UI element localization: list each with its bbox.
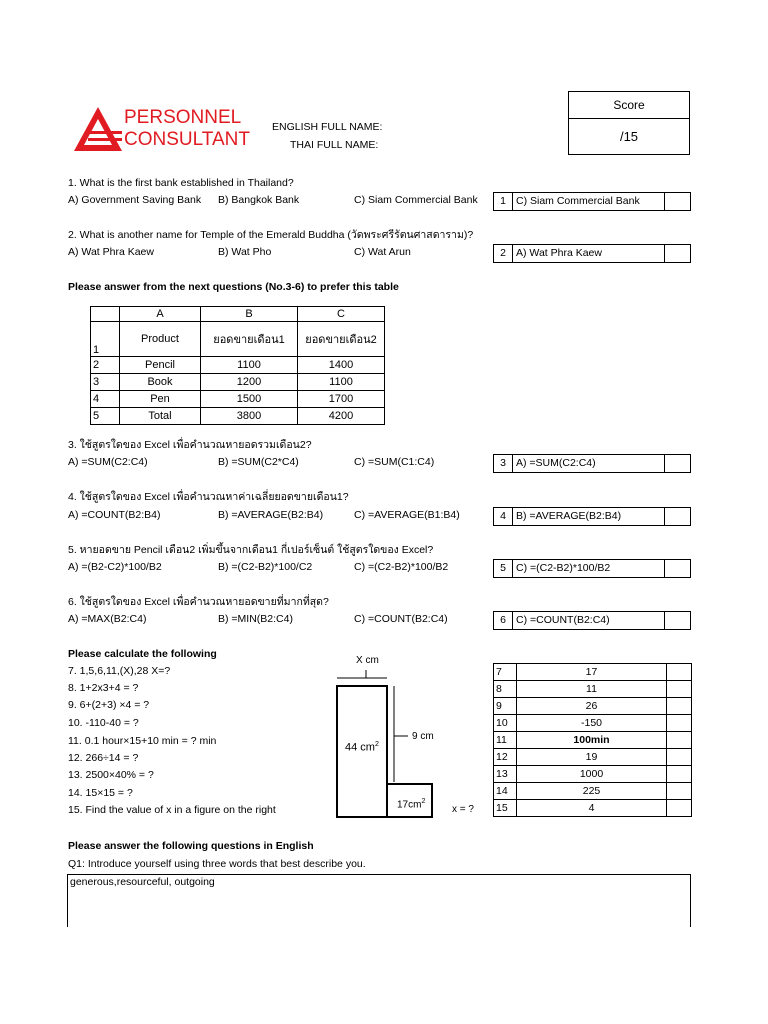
english-answer-box[interactable] bbox=[67, 874, 691, 927]
excel-cell: Total bbox=[120, 408, 201, 425]
excel-cell: 1400 bbox=[298, 357, 385, 374]
excel-cell: 1200 bbox=[201, 374, 298, 391]
q5-answer-box[interactable] bbox=[493, 559, 691, 578]
calc-answer-number: 9 bbox=[494, 698, 517, 715]
q6-mark-cell[interactable] bbox=[664, 612, 691, 629]
table-row bbox=[494, 698, 692, 715]
q6-option-b: B) =MIN(B2:C4) bbox=[218, 613, 293, 625]
q1-answer-value: C) Siam Commercial Bank bbox=[516, 195, 640, 207]
table-row bbox=[494, 783, 692, 800]
calc-answer-value: 26 bbox=[517, 698, 667, 715]
excel-cell: 1100 bbox=[201, 357, 298, 374]
excel-cell: Book bbox=[120, 374, 201, 391]
table-row bbox=[494, 715, 692, 732]
q3-answer-box[interactable] bbox=[493, 454, 691, 473]
figure-small-area bbox=[397, 795, 425, 811]
figure-big-area-sup: 2 bbox=[374, 741, 379, 748]
calc-question: 11. 0.1 hour×15+10 min = ? min bbox=[68, 735, 217, 747]
calc-question: 8. 1+2x3+4 = ? bbox=[68, 682, 139, 694]
calc-answer-value: 11 bbox=[517, 681, 667, 698]
calc-mark-cell[interactable] bbox=[667, 800, 692, 817]
q2-question: 2. What is another name for Temple of the Emerald Buddha (วัดพระศรีรัตนศาสดาราม)? bbox=[68, 229, 474, 241]
q4-option-c: C) =AVERAGE(B1:B4) bbox=[354, 509, 460, 521]
q4-option-a: A) =COUNT(B2:B4) bbox=[68, 509, 161, 521]
logo-text-line1: PERSONNEL bbox=[124, 107, 242, 128]
q2-answer-value: A) Wat Phra Kaew bbox=[516, 247, 602, 259]
calc-question: 9. 6+(2+3) ×4 = ? bbox=[68, 699, 150, 711]
q4-answer-box[interactable] bbox=[493, 507, 691, 526]
excel-row-number: 4 bbox=[91, 391, 120, 408]
figure-small-area-sup: 2 bbox=[421, 798, 426, 805]
calc-answer-value: 225 bbox=[517, 783, 667, 800]
calc-mark-cell[interactable] bbox=[667, 698, 692, 715]
calc-question: 12. 266÷14 = ? bbox=[68, 752, 139, 764]
calc-question: 7. 1,5,6,11,(X),28 X=? bbox=[68, 665, 171, 677]
table-row bbox=[494, 766, 692, 783]
calc-mark-cell[interactable] bbox=[667, 766, 692, 783]
calc-answer-value: 17 bbox=[517, 664, 667, 681]
excel-col-header: C bbox=[298, 307, 385, 322]
figure-x-label: x = ? bbox=[452, 804, 474, 815]
q6-answer-box[interactable] bbox=[493, 611, 691, 630]
calc-mark-cell[interactable] bbox=[667, 681, 692, 698]
calc-answer-value: 4 bbox=[517, 800, 667, 817]
excel-col-header bbox=[91, 307, 120, 322]
table-row bbox=[494, 681, 692, 698]
q3-answer-value: A) =SUM(C2:C4) bbox=[516, 457, 596, 469]
q2-option-b: B) Wat Pho bbox=[218, 246, 272, 258]
q5-answer-value: C) =(C2-B2)*100/B2 bbox=[516, 562, 611, 574]
q5-option-b: B) =(C2-B2)*100/C2 bbox=[218, 561, 313, 573]
q5-option-c: C) =(C2-B2)*100/B2 bbox=[354, 561, 449, 573]
excel-cell: Product bbox=[120, 322, 201, 357]
calc-answer-number: 7 bbox=[494, 664, 517, 681]
q4-question: 4. ใช้สูตรใดของ Excel เพื่อคำนวณหาค่าเฉลี่ยยอดขายเดือน1? bbox=[68, 491, 349, 503]
figure-big-area-value: 44 cm bbox=[345, 741, 375, 754]
q2-option-a: A) Wat Phra Kaew bbox=[68, 246, 154, 258]
calc-question: 15. Find the value of x in a figure on the right bbox=[68, 804, 276, 816]
excel-cell: Pen bbox=[120, 391, 201, 408]
calc-heading: Please calculate the following bbox=[68, 648, 217, 660]
q6-option-a: A) =MAX(B2:C4) bbox=[68, 613, 147, 625]
q2-answer-number: 2 bbox=[494, 245, 513, 262]
q3-question: 3. ใช้สูตรใดของ Excel เพื่อคำนวณหายอดรวมเดือน2? bbox=[68, 439, 312, 451]
figure-small-area-value: 17cm bbox=[397, 799, 422, 811]
excel-cell: 1700 bbox=[298, 391, 385, 408]
excel-row-number: 2 bbox=[91, 357, 120, 374]
q5-option-a: A) =(B2-C2)*100/B2 bbox=[68, 561, 162, 573]
calc-answer-number: 15 bbox=[494, 800, 517, 817]
calc-question: 10. -110-40 = ? bbox=[68, 717, 139, 729]
excel-row-number: 5 bbox=[91, 408, 120, 425]
q3-mark-cell[interactable] bbox=[664, 455, 691, 472]
calc-answer-value: 100min bbox=[517, 732, 667, 749]
excel-cell: 1500 bbox=[201, 391, 298, 408]
score-value: /15 bbox=[619, 129, 639, 144]
excel-cell: 4200 bbox=[298, 408, 385, 425]
excel-row-number: 3 bbox=[91, 374, 120, 391]
q6-question: 6. ใช้สูตรใดของ Excel เพื่อคำนวณหายอดขายที่มากที่สุด? bbox=[68, 596, 329, 608]
excel-col-header: A bbox=[120, 307, 201, 322]
calc-answer-number: 14 bbox=[494, 783, 517, 800]
figure-top-label: X cm bbox=[356, 655, 379, 666]
calc-answer-number: 10 bbox=[494, 715, 517, 732]
q3-option-a: A) =SUM(C2:C4) bbox=[68, 456, 148, 468]
q4-answer-number: 4 bbox=[494, 508, 513, 525]
q2-answer-box[interactable] bbox=[493, 244, 691, 263]
excel-cell: 1100 bbox=[298, 374, 385, 391]
calc-answer-value: -150 bbox=[517, 715, 667, 732]
q5-answer-number: 5 bbox=[494, 560, 513, 577]
table-row bbox=[494, 732, 692, 749]
calc-mark-cell[interactable] bbox=[667, 715, 692, 732]
q3-option-c: C) =SUM(C1:C4) bbox=[354, 456, 435, 468]
q1-option-b: B) Bangkok Bank bbox=[218, 194, 300, 206]
calc-mark-cell[interactable] bbox=[667, 664, 692, 681]
q1-option-c: C) Siam Commercial Bank bbox=[354, 194, 478, 206]
q4-mark-cell[interactable] bbox=[664, 508, 691, 525]
calc-mark-cell[interactable] bbox=[667, 749, 692, 766]
calc-mark-cell[interactable] bbox=[667, 732, 692, 749]
score-label: Score bbox=[569, 92, 689, 119]
excel-cell: ยอดขายเดือน1 bbox=[201, 322, 298, 357]
english-name-label: ENGLISH FULL NAME: bbox=[272, 121, 383, 133]
q4-answer-value: B) =AVERAGE(B2:B4) bbox=[516, 510, 622, 522]
calc-answer-value: 1000 bbox=[517, 766, 667, 783]
score-box bbox=[568, 91, 690, 155]
calc-answer-number: 13 bbox=[494, 766, 517, 783]
excel-col-header: B bbox=[201, 307, 298, 322]
excel-cell: 3800 bbox=[201, 408, 298, 425]
q5-question: 5. หายอดขาย Pencil เดือน2 เพิ่มขึ้นจากเดือน1 กี่เปอร์เซ็นต์ ใช้สูตรใดของ Excel? bbox=[68, 544, 434, 556]
q1-question: 1. What is the first bank established in Thailand? bbox=[68, 177, 294, 189]
q1-answer-box[interactable] bbox=[493, 192, 691, 211]
q3-option-b: B) =SUM(C2*C4) bbox=[218, 456, 299, 468]
calc-answers-table bbox=[493, 663, 692, 817]
q6-answer-number: 6 bbox=[494, 612, 513, 629]
english-answer-text: generous,resourceful, outgoing bbox=[70, 876, 215, 888]
logo-text-line2: CONSULTANT bbox=[124, 129, 250, 150]
excel-cell: Pencil bbox=[120, 357, 201, 374]
calc-answer-number: 12 bbox=[494, 749, 517, 766]
calc-question: 13. 2500×40% = ? bbox=[68, 769, 154, 781]
excel-cell: ยอดขายเดือน2 bbox=[298, 322, 385, 357]
figure-side-label: 9 cm bbox=[412, 731, 434, 742]
table-row bbox=[494, 664, 692, 681]
q5-mark-cell[interactable] bbox=[664, 560, 691, 577]
excel-table bbox=[90, 306, 385, 425]
logo-mark bbox=[74, 107, 122, 151]
calc-answer-number: 11 bbox=[494, 732, 517, 749]
table-row bbox=[494, 749, 692, 766]
thai-name-label: THAI FULL NAME: bbox=[290, 139, 379, 151]
q2-option-c: C) Wat Arun bbox=[354, 246, 411, 258]
english-q1: Q1: Introduce yourself using three words that best describe you. bbox=[68, 858, 366, 870]
q1-mark-cell[interactable] bbox=[664, 193, 691, 210]
q6-option-c: C) =COUNT(B2:C4) bbox=[354, 613, 448, 625]
q4-option-b: B) =AVERAGE(B2:B4) bbox=[218, 509, 324, 521]
q1-answer-number: 1 bbox=[494, 193, 513, 210]
english-heading: Please answer the following questions in English bbox=[68, 840, 314, 852]
q2-mark-cell[interactable] bbox=[664, 245, 691, 262]
excel-row-number: 1 bbox=[91, 322, 120, 357]
figure-big-area bbox=[345, 738, 379, 755]
calc-mark-cell[interactable] bbox=[667, 783, 692, 800]
q1-option-a: A) Government Saving Bank bbox=[68, 194, 202, 206]
calc-answer-value: 19 bbox=[517, 749, 667, 766]
q6-answer-value: C) =COUNT(B2:C4) bbox=[516, 614, 610, 626]
table-intro: Please answer from the next questions (No.3-6) to prefer this table bbox=[68, 281, 399, 293]
table-row bbox=[494, 800, 692, 817]
calc-question: 14. 15×15 = ? bbox=[68, 787, 133, 799]
calc-answer-number: 8 bbox=[494, 681, 517, 698]
q3-answer-number: 3 bbox=[494, 455, 513, 472]
